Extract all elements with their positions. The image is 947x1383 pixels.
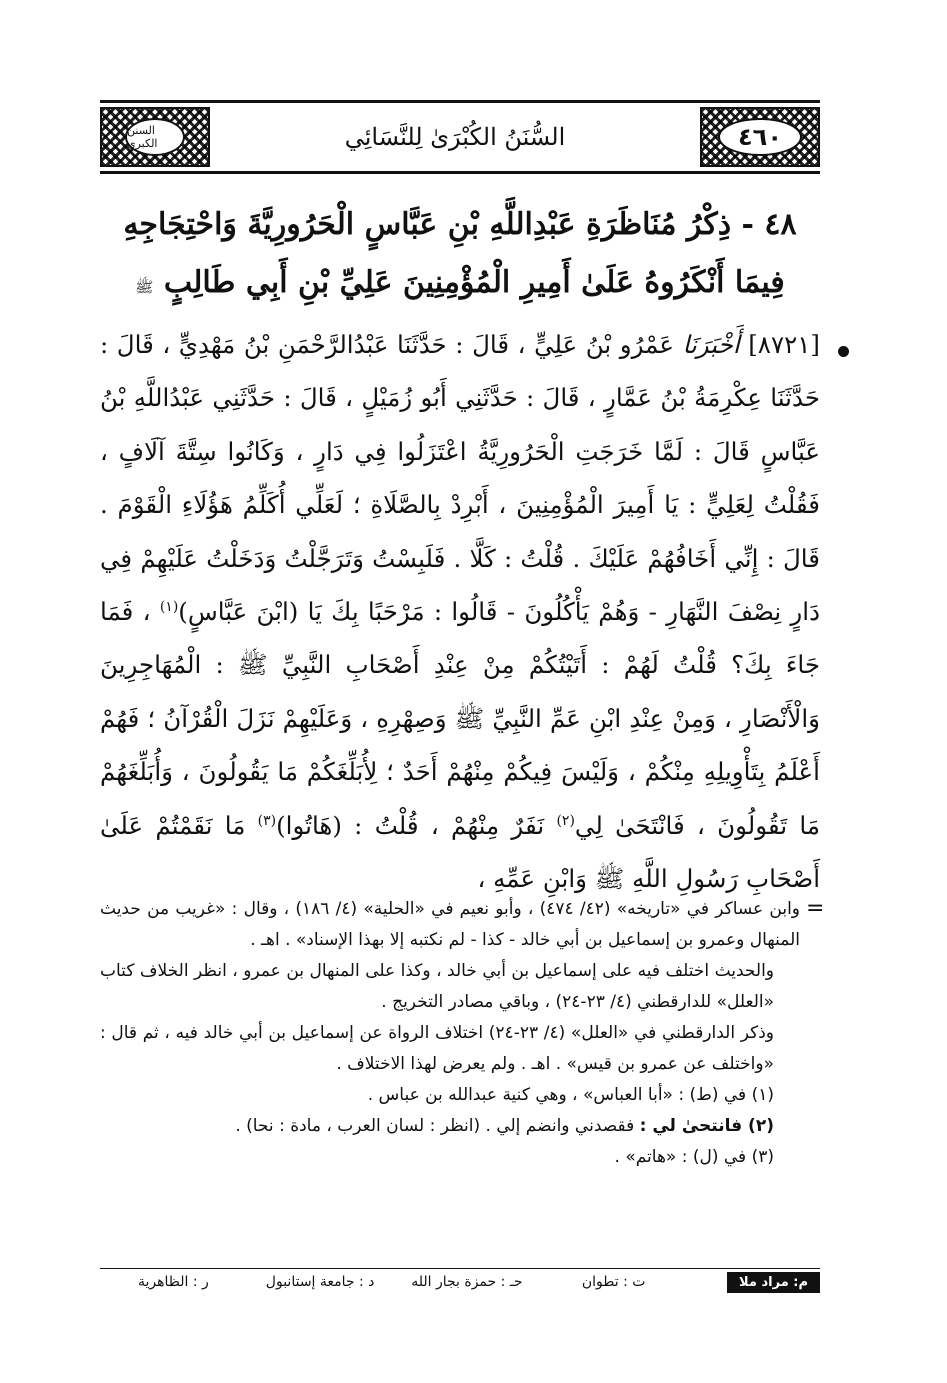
- chapter-heading: [100, 196, 820, 316]
- siglum-h: حـ : حمزة بجار الله: [411, 1274, 523, 1290]
- hadith-bullet-icon: [838, 346, 849, 357]
- footnote-continuation-mark: =: [806, 896, 825, 921]
- honorific-glyph: ﷺ: [135, 278, 154, 296]
- hadith-text-part-2: ، فَمَا جَاءَ بِكَ؟ قُلْتُ لَهُمْ : أَتَيْتُكُمْ مِنْ عِنْدِ أَصْحَابِ النَّبِيِّ ﷺ : الْمُهَاجِرِينَ وَالْأَنْصَارِ ، وَمِنْ عِنْدِ ابْنِ عَمِّ النَّبِيِّ ﷺ وَصِهْرِهِ ، وَعَلَيْهِمْ نَزَلَ الْقُرْآنُ ؛ فَهُمْ أَعْلَمُ بِتَأْوِيلِهِ مِنْكُمْ ، وَلَيْسَ فِيكُمْ مِنْهُمْ أَحَدٌ ؛ لِأُبَلِّغَكُمْ مَا يَقُولُونَ ، وَأُبَلِّغَهُمْ مَا تَقُولُونَ ، فَانْتَحَىٰ لِي: [100, 597, 821, 840]
- footnote-2: [100, 1111, 800, 1142]
- footnote-2-headword: (٢) فانتحىٰ لي :: [639, 1116, 774, 1136]
- siglum-d: د : جامعة إستانبول: [265, 1274, 375, 1290]
- footnote-ref-3: (٣): [257, 812, 277, 829]
- hadith-text-part-4: مَا نَقَمْتُمْ عَلَىٰ أَصْحَابِ رَسُولِ اللَّهِ ﷺ وَابْنِ عَمِّهِ ،: [100, 810, 820, 894]
- footnote-ref-2: (٢): [556, 812, 575, 829]
- footnote-1: (١) في (ط) : «أبا العباس» ، وهي كنية عبدالله بن عباس .: [367, 1085, 774, 1105]
- siglum-r: ر : الظاهرية: [137, 1274, 209, 1290]
- book-logo-ornament: [100, 107, 210, 167]
- footnote-continued-paragraph-1: وابن عساكر في «تاريخه» (٤٢/ ٤٧٤) ، وأبو نعيم في «الحلية» (٤/ ١٨٦) ، وقال : «غريب من حديث المنهال وعمرو بن إسماعيل بن أبي خالد - كذا - لم نكتبه إلا بهذا الإسناد» . اهـ .: [100, 899, 800, 950]
- hadith-number: [٨٧٢١]: [748, 330, 820, 359]
- book-logo-text: السنن الكبرى: [125, 118, 185, 156]
- page-number: ٤٦٠: [718, 118, 802, 156]
- siglum-t: ت : تطوان: [581, 1274, 646, 1290]
- footnote-2-text: فقصدني وانضم إلي . (انظر : لسان العرب ، مادة : نحا) .: [235, 1116, 635, 1136]
- hadith-text-part-3: نَفَرٌ مِنْهُمْ ، قُلْتُ : (هَاتُوا): [276, 810, 545, 840]
- footnote-ref-1: (١): [159, 598, 179, 615]
- chapter-heading-line-2-text: فِيمَا أَنْكَرُوهُ عَلَىٰ أَمِيرِ الْمُؤْمِنِينَ عَلِيِّ بْنِ أَبِي طَالِبٍ: [163, 265, 785, 300]
- siglum-m: م: مراد ملا: [727, 1272, 820, 1293]
- hadith-text: [100, 318, 820, 905]
- footnote-3: (٣) في (ل) : «هاتم» .: [614, 1147, 774, 1167]
- page-header: [100, 100, 820, 174]
- footnote-continued-paragraph-3: وذكر الدارقطني في «العلل» (٤/ ٢٣-٢٤) اختلاف الرواة عن إسماعيل بن أبي خالد فيه ، ثم قال : «واختلف عن عمرو بن قيس» . اهـ . ولم يعرض لهذا الاختلاف .: [100, 1023, 774, 1074]
- page-number-ornament: [700, 107, 820, 167]
- hadith-text-part-1: عَمْرُو بْنُ عَلِيٍّ ، قَالَ : حَدَّثَنَا عَبْدُالرَّحْمَنِ بْنُ مَهْدِيٍّ ، قَالَ : حَدَّثَنَا عِكْرِمَةُ بْنُ عَمَّارٍ ، قَالَ : حَدَّثَنِي أَبُو زُمَيْلٍ ، قَالَ : حَدَّثَنِي عَبْدُاللَّهِ بْنُ عَبَّاسٍ قَالَ : لَمَّا خَرَجَتِ الْحَرُورِيَّةُ اعْتَزَلُوا فِي دَارٍ ، وَكَانُوا سِتَّةَ آلَافٍ ، فَقُلْتُ لِعَلِيٍّ : يَا أَمِيرَ الْمُؤْمِنِينَ ، أَبْرِدْ بِالصَّلَاةِ ؛ لَعَلِّي أُكَلِّمُ هَؤُلَاءِ الْقَوْمَ . قَالَ : إِنِّي أَخَافُهُمْ عَلَيْكَ . قُلْتُ : كَلَّا . فَلَبِسْتُ وَتَرَجَّلْتُ وَدَخَلْتُ عَلَيْهِمْ فِي دَارٍ نِصْفَ النَّهَارِ - وَهُمْ يَأْكُلُونَ - قَالُوا : مَرْحَبًا بِكَ يَا (ابْنَ عَبَّاسٍ): [100, 330, 820, 627]
- chapter-heading-line-2: [100, 254, 820, 316]
- hadith-akhbarana: أَخْبَرَنَا: [682, 330, 740, 359]
- chapter-heading-line-1: ٤٨ - ذِكْرُ مُنَاظَرَةِ عَبْدِاللَّهِ بْنِ عَبَّاسٍ الْحَرُورِيَّةَ وَاحْتِجَاجِهِ: [123, 207, 797, 242]
- running-title: السُّنَنُ الكُبْرَىٰ لِلنَّسَائِي: [344, 123, 566, 151]
- footnote-continued-paragraph-2: والحديث اختلف فيه على إسماعيل بن أبي خالد ، وكذا على المنهال بن عمرو ، انظر الخلاف كتاب «العلل» للدارقطني (٤/ ٢٣-٢٤) ، وباقي مصادر التخريج .: [100, 961, 774, 1012]
- footnotes: [100, 894, 800, 1173]
- manuscript-sigla-bar: [100, 1268, 820, 1295]
